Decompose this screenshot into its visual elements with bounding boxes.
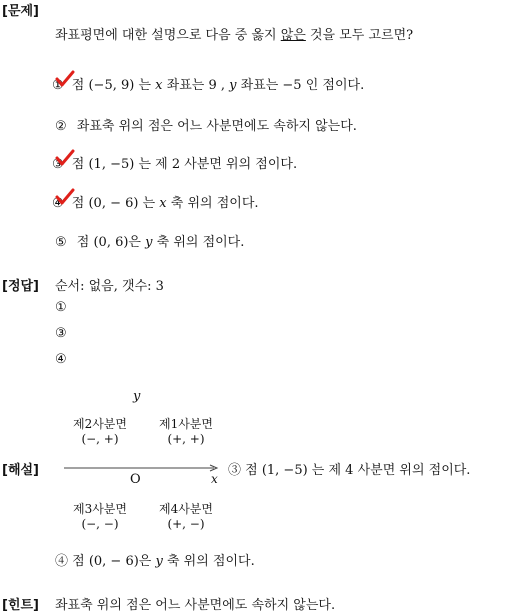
option-marker: ②	[55, 119, 67, 134]
y-axis-label: y	[133, 389, 141, 404]
answer-item: ④	[55, 352, 67, 367]
option-5: ⑤ 점 (0, 6)은 y 축 위의 점이다.	[55, 235, 245, 250]
quadrant-3: 제3사분면 (−, −)	[72, 502, 127, 531]
check-mark-icon	[55, 70, 75, 88]
check-mark-icon	[55, 149, 75, 167]
origin-label: O	[130, 472, 141, 487]
hint-text: 좌표축 위의 점은 어느 사분면에도 속하지 않는다.	[55, 598, 336, 613]
option-marker: ①	[52, 78, 64, 93]
option-3: ③ 점 (1, −5) 는 제 2 사분면 위의 점이다.	[52, 153, 297, 172]
check-mark-icon	[55, 188, 75, 206]
x-axis-arrow	[62, 462, 222, 474]
quadrant-2: 제2사분면 (−, +)	[72, 417, 127, 446]
option-2: ② 좌표축 위의 점은 어느 사분면에도 속하지 않는다.	[55, 119, 357, 134]
explanation-tag: [해설]	[2, 463, 39, 478]
option-4: ④ 점 (0, − 6) 는 x 축 위의 점이다.	[52, 192, 259, 211]
quadrant-4: 제4사분면 (+, −)	[158, 502, 213, 531]
option-marker: ⑤	[55, 235, 67, 250]
answer-tag: [정답]	[2, 279, 39, 294]
answer-item: ③	[55, 326, 67, 341]
question-text: 좌표평면에 대한 설명으로 다음 중 옳지 않은 것을 모두 고르면?	[55, 28, 414, 43]
hint-tag: [힌트]	[2, 598, 39, 613]
x-axis-label: x	[211, 472, 218, 486]
quadrant-1: 제1사분면 (+, +)	[158, 417, 213, 446]
underlined-word: 않은	[280, 28, 306, 43]
answer-line: 순서: 없음, 갯수: 3	[55, 279, 164, 294]
problem-tag: [문제]	[2, 4, 39, 19]
option-marker: ③	[52, 157, 64, 172]
option-1: ① 점 (−5, 9) 는 x 좌표는 9 , y 좌표는 −5 인 점이다.	[52, 74, 364, 93]
explanation-line-4: ④ 점 (0, − 6)은 y 축 위의 점이다.	[55, 554, 255, 569]
explanation-line-3: ③ 점 (1, −5) 는 제 4 사분면 위의 점이다.	[228, 463, 471, 478]
option-marker: ④	[52, 196, 64, 211]
answer-item: ①	[55, 300, 67, 315]
